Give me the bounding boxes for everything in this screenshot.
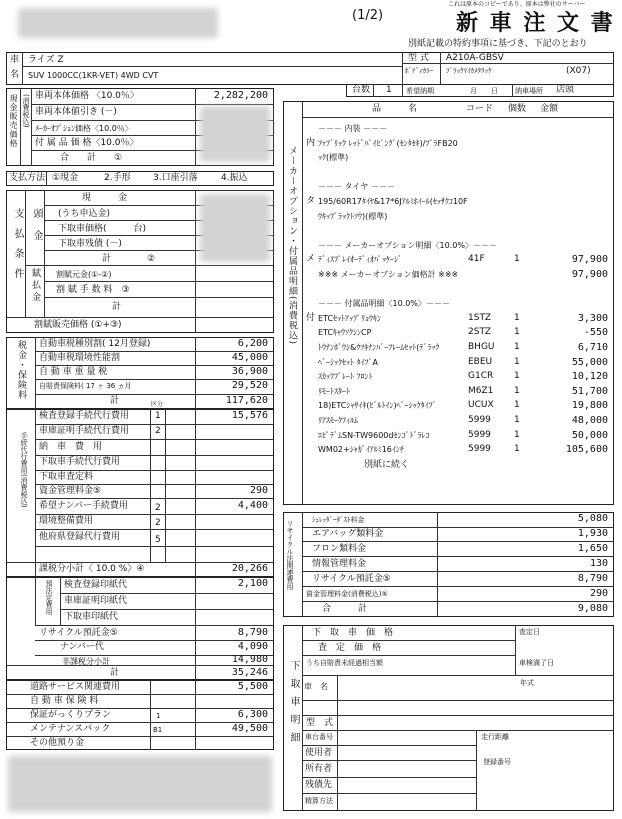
- delivery-date: 月 日: [470, 87, 498, 95]
- fee-row-delivery-label: 納 車 費 用: [39, 442, 103, 452]
- color-value: ﾌﾞﾗｯｸﾏｲｶﾒﾀﾘｯｸ: [446, 67, 492, 75]
- cash-row-discount-label: 車両本体値引き (－): [35, 107, 117, 117]
- legal-row-recycle-label: リサイクル預託金⑤: [312, 574, 391, 584]
- payment-cash-label: 現 金: [82, 193, 128, 203]
- deposit-row-trade-label: 下取車印紙代: [64, 612, 119, 622]
- item-name: ﾍﾞｰｼｯｸｾｯﾄ ﾀｲﾌﾟA: [318, 358, 379, 367]
- vehicle-spec: SUV 1000CC(1KR-VET) 4WD CVT: [28, 71, 159, 80]
- item-name: －－－ 付属品明細〈10.0%〉－－－: [318, 299, 450, 308]
- item-code: M6Z1: [468, 386, 494, 396]
- continue-note: 別紙に続く: [364, 460, 410, 470]
- trade-user-label: 使用者: [305, 748, 333, 758]
- trade-owner-label: 所有者: [305, 764, 333, 774]
- fee-row-number-ku: 2: [155, 503, 161, 513]
- color-label: ﾎﾞﾃﾞｨｶﾗｰ: [405, 67, 433, 75]
- item-amount: 6,710: [577, 342, 608, 353]
- item-qty: 1: [514, 357, 520, 367]
- items-col-code: コード: [466, 104, 494, 114]
- payment-method-transfer: 4.振込: [221, 173, 248, 183]
- deposit-side-label: 預法定費用: [45, 580, 53, 615]
- item-amount: 10,120: [571, 371, 608, 382]
- fee-row-garage-label: 車庫証明手続代行費用: [39, 426, 130, 436]
- trade-in-side-label: 下取車明細: [288, 660, 299, 750]
- item-code: 41F: [468, 254, 485, 264]
- color-code: (X07): [566, 66, 591, 76]
- fee-row-number-value: 4,400: [237, 500, 268, 511]
- item-qty: 1: [514, 313, 520, 323]
- redacted-bottom-left: [8, 756, 272, 812]
- tax-side-label: 税金・保険料: [16, 340, 26, 400]
- vehicle-label-name: 名: [10, 70, 20, 80]
- fee-row-env-ku: 2: [155, 518, 161, 528]
- item-qty: 1: [514, 254, 520, 264]
- trade-debt-label: 残債先: [305, 780, 333, 790]
- vehicle-name: ライズ Z: [28, 55, 64, 65]
- deposit-nontax-subtotal-value: 14,980: [231, 654, 268, 665]
- trade-type-label: 型 式: [306, 718, 334, 728]
- item-name: －－－ メーカーオプション明細〈10.0%〉－－－: [318, 241, 497, 250]
- item-name: ﾄｳﾅﾝﾎﾞｳｼ&ｳﾂｷﾅﾝﾊﾞｰﾌﾚｰﾑｾｯﾄ(ﾃﾞﾗｯｸ: [318, 343, 440, 352]
- legal-row-info-value: 130: [589, 558, 608, 569]
- fee-row-other-pref-ku: 5: [155, 535, 161, 545]
- cash-row-body-label: 車両本体価格 〈10.0％〉: [35, 91, 139, 101]
- item-name: 195/60R17ﾀｲﾔ&17*6Jｱﾙﾐﾎｲｰﾙ(ｾｯｻｸｺ10F: [318, 197, 468, 206]
- redacted-header-left: [18, 8, 218, 38]
- deposit-row-inspection-label: 検査登録印紙代: [64, 580, 128, 590]
- item-amount: 51,700: [571, 386, 608, 397]
- item-qty: 1: [514, 327, 520, 337]
- legal-row-shredder-label: ｼｭﾚｯﾀﾞｰﾀﾞｽﾄ料金: [312, 516, 365, 524]
- head-payment-label: 頭金: [31, 208, 42, 252]
- tax-row-kind-label: 自動車税種別割( 12月登録): [39, 339, 151, 349]
- item-code: 5999: [468, 415, 491, 425]
- item-amount: 55,000: [571, 357, 608, 368]
- item-amount: 19,800: [571, 400, 608, 411]
- payment-method-debit: 3.口座引落: [153, 173, 198, 183]
- item-qty: 1: [514, 444, 520, 454]
- item-amount: 97,900: [571, 269, 608, 280]
- tax-row-env-value: 45,000: [231, 352, 268, 363]
- fee-taxable-subtotal-label: 課税分小計〈 10.0 %〉④: [39, 564, 145, 574]
- item-name: ｴﾋﾟﾃﾞﾑSN-TW9600dｾﾝｺﾞﾄﾞﾗﾚｺ: [318, 431, 430, 440]
- item-name: ﾃﾞｨｽﾌﾟﾚｲｵｰﾃﾞｨｵﾊﾟｯｹｰｼﾞ: [318, 255, 402, 264]
- trade-frame-label: 車台番号: [305, 733, 333, 741]
- payment-side-label: 支払条件: [12, 208, 23, 288]
- item-qty: 1: [514, 400, 520, 410]
- deposit-row-recycle-label: リサイクル預託金⑤: [39, 628, 118, 638]
- item-name: ｽｶｯﾌﾌﾟﾚｰﾄ ﾌﾛﾝﾄ: [318, 372, 373, 381]
- legal-row-shredder-value: 5,080: [577, 513, 608, 524]
- tax-row-insurance-label: 自賠責保険料( 17 ヶ 36 ヵ月: [39, 382, 132, 390]
- item-name: ﾘｱｽﾓｰｸﾌｨﾙﾑ: [318, 416, 358, 425]
- item-code: 5999: [468, 430, 491, 440]
- fee-row-number-label: 希望ナンバー手続費用: [39, 501, 128, 511]
- page-number: (1/2): [352, 8, 384, 23]
- trade-reg-label: 登録番号: [483, 758, 511, 766]
- installment-sale-label: 割賦販売価格 (①+③): [34, 320, 122, 330]
- fee-row-inspection-ku: 1: [155, 411, 161, 421]
- trade-assess-label: 査 定 価 格: [318, 643, 382, 653]
- item-qty: 1: [514, 430, 520, 440]
- item-name: 18)ETCｼｬｻｲｷ(ﾋﾞﾙﾄｲﾝ)ﾍﾞｰｼｯｸﾀｲﾌﾟ: [318, 401, 437, 410]
- place-value: 店頭: [556, 85, 575, 95]
- deposit-nontax-subtotal-label: 非課税分小計: [62, 657, 110, 666]
- delivery-label: 希望納期: [406, 87, 434, 95]
- trade-assess-date-label: 査定日: [519, 628, 540, 636]
- item-prefix: メ: [306, 254, 316, 264]
- items-col-name: 品 名: [372, 104, 418, 114]
- installment-principal-label: 割賦元金(①-②): [56, 270, 112, 279]
- other-row-road-label: 道路サービス関連費用: [30, 682, 121, 692]
- deposit-total-label: 計: [110, 668, 120, 678]
- other-row-insurance-label: 自 動 車 保 険 料: [30, 696, 99, 706]
- fee-row-fund-label: 資金管理料金⑤: [39, 486, 102, 496]
- other-row-warranty-label: 保証がっくりプラン: [30, 710, 112, 720]
- cash-row-body-value: 2,282,200: [213, 90, 268, 101]
- payment-trade-remain-label: 下取車残債 (－): [58, 239, 122, 249]
- count-value: 1: [386, 85, 392, 95]
- payment-method-bill: 2.手形: [104, 173, 131, 183]
- trade-price-label: 下 取 車 価 格: [312, 628, 394, 638]
- item-qty: 1: [514, 386, 520, 396]
- payment-subtotal-label: 計 ②: [102, 254, 156, 264]
- cash-row-accessory-label: 付 属 品 価 格〈10.0％〉: [35, 138, 139, 148]
- fee-row-inspection-value: 15,576: [231, 410, 268, 421]
- item-code: G1CR: [468, 371, 494, 381]
- trade-inspection-label: 車検満了日: [519, 659, 554, 667]
- place-label: 納車場所: [515, 87, 543, 95]
- legal-row-airbag-label: エアバッグ類料金: [312, 529, 384, 539]
- item-prefix: 内: [306, 138, 316, 148]
- items-col-qty: 個数: [508, 104, 527, 114]
- item-name: ｳｷｯﾌﾟﾗｯｸﾄｿｳ)(標準): [318, 212, 388, 221]
- item-qty: 1: [514, 371, 520, 381]
- cash-price-tax-note: (消費税込): [22, 94, 30, 128]
- legal-row-freon-label: フロン類料金: [312, 544, 367, 554]
- legal-fee-side-label: リサイクル法関連費用: [286, 520, 294, 590]
- model-value: A210A-GBSV: [446, 53, 504, 63]
- trade-year-label: 年式: [520, 679, 534, 687]
- deposit-row-recycle-value: 8,790: [237, 627, 268, 638]
- item-amount: -550: [583, 327, 608, 338]
- tax-row-weight-value: 36,900: [231, 366, 268, 377]
- trade-mileage-label: 走行距離: [481, 733, 509, 741]
- trade-insurance-label: うち自賠責未経過相当額: [306, 659, 383, 667]
- fee-taxable-subtotal-value: 20,266: [231, 563, 268, 574]
- item-name: ETCｷｬｳｿｸｼﾝCP: [318, 328, 372, 337]
- model-label: 型 式: [408, 53, 429, 63]
- top-note: これは原本のコピーであり、原本は弊社のサーバー: [448, 1, 586, 8]
- item-amount: 3,300: [577, 313, 608, 324]
- deposit-row-plate-value: 4,090: [237, 641, 268, 652]
- fee-row-garage-ku: 2: [155, 426, 161, 436]
- item-name: ※※※ メーカーオプション価格計 ※※※: [318, 270, 459, 279]
- installment-label: 賦払金: [30, 268, 40, 304]
- payment-trade-price-label: 下取車価格( 台): [58, 224, 147, 234]
- item-name: ｯｸ(標準): [318, 153, 349, 162]
- item-amount: 48,000: [571, 415, 608, 426]
- item-prefix: 付: [306, 313, 316, 323]
- fee-side-label: 手続代行費用(消費税込): [20, 432, 28, 508]
- cash-price-side-label: 現金販売価格: [9, 94, 18, 148]
- deposit-total-value: 35,246: [231, 667, 268, 678]
- installment-fee-label: 割 賦 手 数 料 ③: [56, 285, 130, 295]
- item-code: UCUX: [468, 400, 494, 410]
- item-amount: 50,000: [571, 430, 608, 441]
- item-name: ﾘﾓｰﾄｽﾀｰﾄ: [318, 387, 350, 396]
- count-label: 台数: [352, 85, 371, 95]
- items-side-label: メーカーオプション・付属品明細(消費税込): [287, 146, 297, 346]
- legal-row-info-label: 情報管理料金: [312, 559, 367, 569]
- document-title: 新 車 注 文 書: [456, 11, 615, 36]
- item-amount: 105,600: [565, 444, 608, 455]
- deposit-row-garage-label: 車庫証明印紙代: [64, 596, 128, 606]
- item-name: ﾌｧﾌﾞﾘｯｸ ﾚｯﾄﾞﾊﾟｲﾋﾟﾝｸﾞ(ｾﾝﾀｾｷ)/ﾌﾞﾗFB20: [318, 139, 458, 148]
- tax-row-kind-value: 6,200: [237, 338, 268, 349]
- legal-row-fund-value: 290: [589, 588, 608, 599]
- other-row-maintenance-label: メンテナンスパック: [30, 724, 111, 734]
- item-name: WM02+ｼｬｶﾞｲｱﾙﾐ16ｲﾝﾁ: [318, 445, 404, 454]
- item-name: －－－ 内装 －－－: [318, 124, 388, 133]
- other-row-warranty-ku: 1: [156, 712, 161, 720]
- deposit-row-inspection-value: 2,100: [237, 578, 268, 589]
- fee-row-inspection-label: 検査登録手続代行費用: [39, 411, 130, 421]
- payment-deposit-label: (うち申込金): [58, 209, 111, 219]
- legal-total-label: 合 計: [322, 604, 368, 614]
- item-code: 2STZ: [468, 327, 492, 337]
- other-row-warranty-value: 6,300: [237, 709, 268, 720]
- item-code: EBEU: [468, 357, 493, 367]
- trade-maker-label: 車 名: [304, 682, 328, 691]
- fee-row-trade-proc-label: 下取車手続代行費用: [39, 457, 121, 467]
- redacted-payment: [200, 194, 270, 262]
- payment-method-cash: ①現金: [52, 173, 79, 183]
- tax-total-value: 117,620: [225, 395, 268, 406]
- fee-row-trade-assess-label: 下取車査定料: [39, 472, 94, 482]
- other-row-maintenance-value: 49,500: [231, 723, 268, 734]
- tax-row-weight-label: 自 動 車 重 量 税: [39, 367, 108, 377]
- trade-settle-label: 精算方法: [305, 797, 333, 805]
- fee-row-fund-value: 290: [249, 485, 268, 496]
- item-qty: 1: [514, 342, 520, 352]
- fee-row-other-pref-label: 他府県登録代行費用: [39, 532, 121, 542]
- item-amount: 97,900: [571, 254, 608, 265]
- other-row-deposit-label: その他預り金: [30, 738, 85, 748]
- subtitle: 別紙記載の特約事項に基づき、下記のとおり: [408, 39, 588, 49]
- item-code: 5999: [468, 444, 491, 454]
- item-name: ETCｾｯﾄｱｯﾌﾟﾘｮｳｷﾝ: [318, 314, 382, 323]
- item-code: BHGU: [468, 342, 495, 352]
- legal-row-recycle-value: 8,790: [577, 573, 608, 584]
- item-prefix: タ: [306, 196, 316, 206]
- other-row-road-value: 5,500: [237, 681, 268, 692]
- deposit-row-plate-label: ナンバー代: [60, 642, 104, 652]
- legal-total-value: 9,080: [577, 603, 608, 614]
- item-code: 1STZ: [468, 313, 492, 323]
- item-qty: 1: [514, 415, 520, 425]
- legal-row-freon-value: 1,650: [577, 543, 608, 554]
- items-col-amount: 金額: [540, 104, 559, 114]
- legal-row-airbag-value: 1,930: [577, 528, 608, 539]
- tax-row-env-label: 自動車税環境性能割: [39, 353, 121, 363]
- tax-total-label: 計: [110, 396, 120, 406]
- installment-total-label: 計: [112, 302, 122, 312]
- vehicle-box: [6, 52, 614, 85]
- cash-row-option-label: ﾒｰｶｰｵﾌﾟｼｮﾝ価格〈10.0％〉: [35, 124, 133, 133]
- fee-row-env-label: 環境整備費用: [39, 516, 94, 526]
- item-name: －－－ タイヤ －－－: [318, 182, 395, 191]
- cash-row-total-label: 合 計 ①: [60, 153, 123, 163]
- legal-row-fund-label: 資金管理料金(消費税込)⑤: [306, 590, 388, 598]
- fee-ku-header: 区分: [151, 401, 164, 408]
- tax-row-insurance-value: 29,520: [231, 380, 268, 391]
- payment-method-label: 支払方法: [9, 173, 46, 183]
- redacted-cash: [200, 106, 270, 162]
- vehicle-label-car: 車: [10, 55, 20, 65]
- other-row-maintenance-ku: B1: [153, 726, 163, 734]
